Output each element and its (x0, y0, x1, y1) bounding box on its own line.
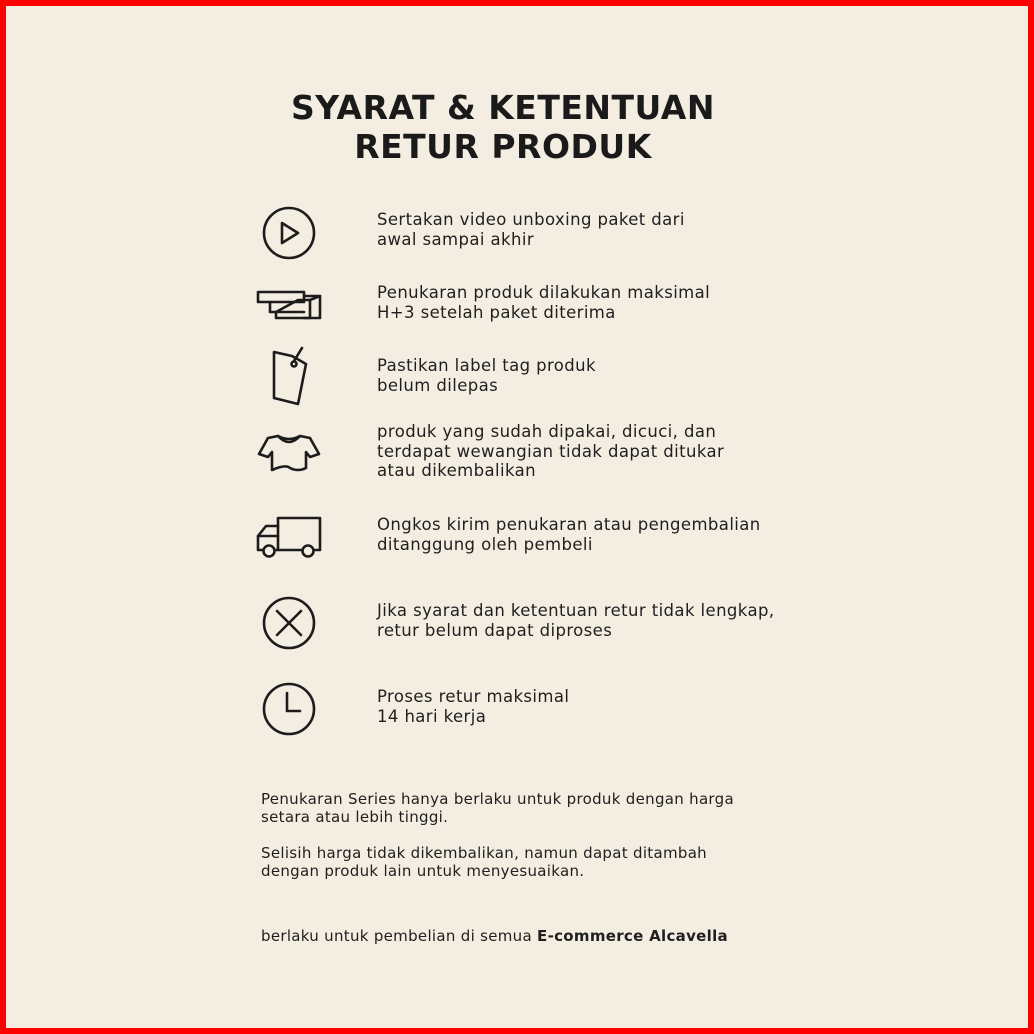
package-box-icon (254, 276, 324, 336)
title-line-1: SYARAT & KETENTUAN (291, 88, 715, 127)
item-return-process: Proses retur maksimal 14 hari kerja (377, 687, 570, 726)
item-video-unboxing: Sertakan video unboxing paket dari awal sampai akhir (377, 210, 685, 249)
note-series-exchange: Penukaran Series hanya berlaku untuk produk dengan harga setara atau lebih tinggi. (261, 790, 734, 826)
item-used-product: produk yang sudah dipakai, dicuci, dan terdapat wewangian tidak dapat ditukar atau dikembalikan (377, 422, 725, 480)
footer-prefix: berlaku untuk pembelian di semua (261, 927, 538, 945)
item-shipping-cost: Ongkos kirim penukaran atau pengembalian ditanggung oleh pembeli (377, 515, 761, 554)
page-title (6, 88, 1000, 166)
item-label-tag: Pastikan label tag produk belum dilepas (377, 356, 596, 395)
tshirt-icon (254, 424, 324, 484)
note-price-difference: Selisih harga tidak dikembalikan, namun dapat ditambah dengan produk lain untuk menyesuaikan. (261, 844, 707, 880)
terms-page (6, 6, 1028, 1028)
clock-icon (254, 679, 324, 739)
label-tag-icon (254, 348, 324, 408)
title-line-2: RETUR PRODUK (354, 127, 652, 166)
delivery-truck-icon (254, 508, 324, 568)
close-circle-icon (254, 593, 324, 653)
item-exchange-limit: Penukaran produk dilakukan maksimal H+3 setelah paket diterima (377, 283, 711, 322)
play-circle-icon (254, 203, 324, 263)
item-incomplete-terms: Jika syarat dan ketentuan retur tidak lengkap, retur belum dapat diproses (377, 601, 775, 640)
footer-note (261, 927, 728, 945)
footer-brand: E-commerce Alcavella (537, 927, 728, 945)
